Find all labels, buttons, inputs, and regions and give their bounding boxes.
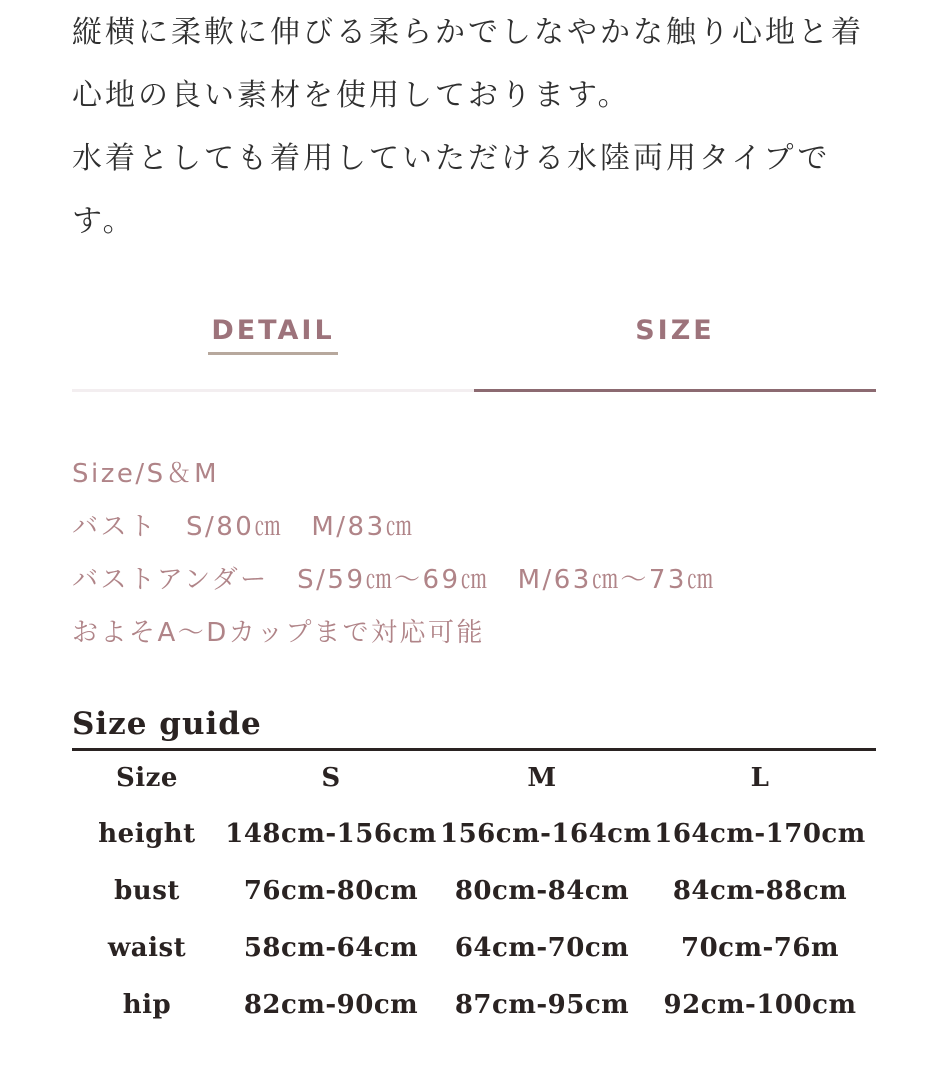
tab-detail[interactable]	[72, 315, 474, 355]
table-cell: 76cm-80cm	[243, 875, 419, 906]
table-cell: 164cm-170cm	[654, 818, 866, 849]
table-cell: 84cm-88cm	[672, 875, 848, 906]
size-info-line: バストアンダー S/59㎝〜69㎝ M/63㎝〜73㎝	[72, 565, 716, 595]
table-cell: 82cm-90cm	[243, 989, 419, 1020]
size-info-line: およそA〜Dカップまで対応可能	[72, 618, 486, 648]
size-guide-title: Size guide	[72, 706, 262, 742]
description-line: す。	[72, 204, 136, 239]
table-cell: 80cm-84cm	[454, 875, 630, 906]
size-guide-table	[72, 751, 876, 1033]
description-line: 心地の良い素材を使用しております。	[72, 78, 631, 113]
column-header-s: S	[321, 763, 341, 793]
table-header-row	[72, 751, 876, 805]
table-cell: 92cm-100cm	[663, 989, 857, 1020]
table-row-height	[72, 805, 876, 862]
table-row-waist	[72, 919, 876, 976]
tab-size-label: SIZE	[635, 315, 715, 346]
size-info	[72, 448, 876, 660]
column-header-l: L	[750, 763, 770, 793]
row-label: bust	[114, 875, 180, 906]
tab-size[interactable]	[474, 315, 876, 355]
table-cell: 58cm-64cm	[243, 932, 419, 963]
table-cell: 70cm-76m	[680, 932, 839, 963]
detail-size-tabs	[72, 315, 876, 355]
row-label: waist	[107, 932, 187, 963]
column-header-size: Size	[116, 763, 178, 793]
size-info-line: バスト S/80㎝ M/83㎝	[72, 512, 415, 542]
row-label: height	[98, 818, 196, 849]
column-header-m: M	[527, 763, 557, 793]
product-description	[72, 0, 876, 253]
table-cell: 148cm-156cm	[225, 818, 437, 849]
row-label: hip	[122, 989, 172, 1020]
table-cell: 64cm-70cm	[454, 932, 630, 963]
tab-divider-detail-segment	[72, 389, 474, 392]
table-cell: 156cm-164cm	[440, 818, 652, 849]
tab-detail-label: DETAIL	[208, 315, 337, 355]
description-line: 縦横に柔軟に伸びる柔らかでしなやかな触り心地と着	[72, 15, 864, 50]
table-row-bust	[72, 862, 876, 919]
tab-divider	[72, 389, 876, 392]
table-cell: 87cm-95cm	[454, 989, 630, 1020]
description-line: 水着としても着用していただける水陸両用タイプで	[72, 141, 831, 176]
tab-divider-size-active-segment	[474, 389, 876, 392]
size-guide-section	[72, 706, 876, 1033]
table-row-hip	[72, 976, 876, 1033]
size-info-line: Size/S＆M	[72, 459, 220, 489]
